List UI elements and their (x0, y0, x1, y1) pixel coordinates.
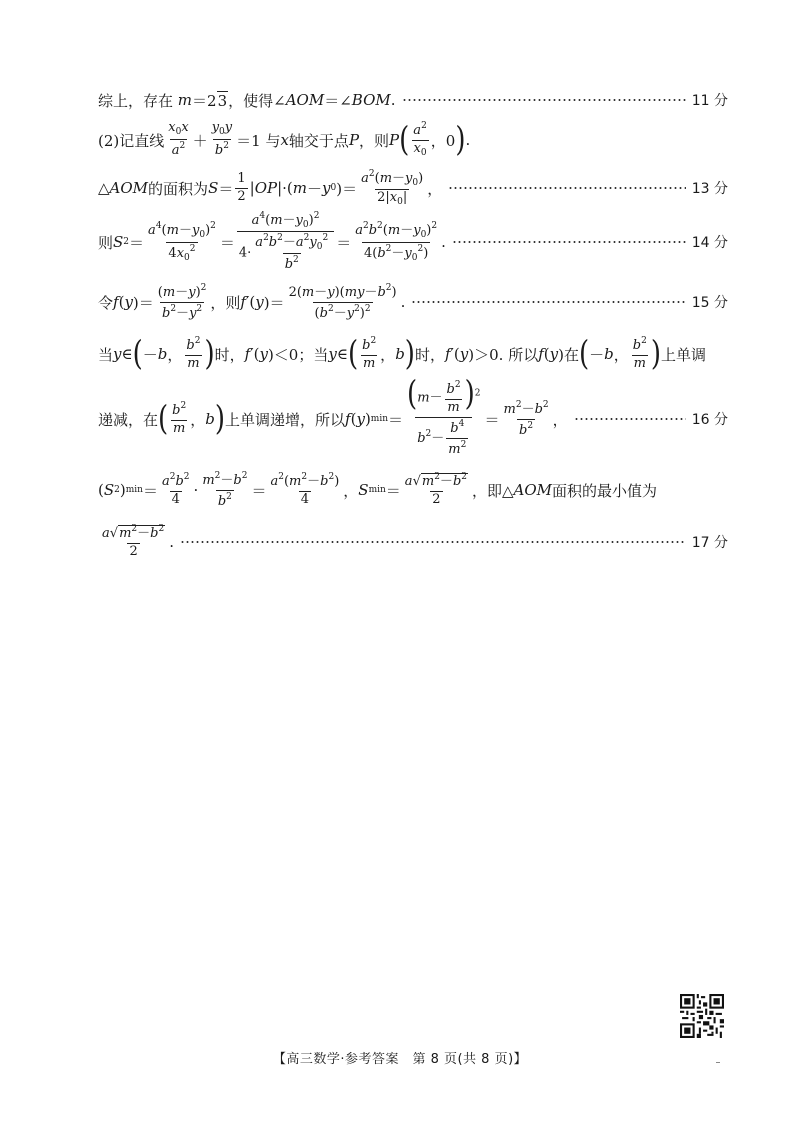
page-footer: 【高三数学·参考答案 第 8 页(共 8 页)】 (272, 1052, 528, 1067)
solution-line-3 (98, 168, 728, 208)
line-7-formula: 递减，在 ( $\frac{b^2}{m}$ ， b ) 上单调递增，所以 f ( y ) min ＝ (m－ $\frac{b^2}{m}$ )$^2$ $b^2-$ $\frac{b^4}{m^2}$ ＝ $\frac{m^2-b^2}{b^2}$ ， (98, 374, 568, 457)
scan-mark (716, 1062, 720, 1063)
solution-line-1 (98, 88, 728, 112)
line-3-formula: △ AOM 的面积为 S ＝ $\frac{1}{2}$ | OP |·( m － y 0 )＝ $\frac{a^2(m-y_0)}{2|x_0|}$ ， (98, 168, 443, 207)
solution-line-9 (98, 520, 728, 564)
solution-line-2 (98, 120, 728, 160)
line-2-formula: (2)记直线 $\frac{x_0x}{a^2}$ ＋ $\frac{y_0y}{b^2}$ ＝1 与 x 轴交于点 P ，则 P ( $\frac{a^2}{x_0}$ ，0 ) . (98, 120, 471, 160)
solution-line-6 (98, 332, 728, 376)
solution-line-8 (98, 468, 728, 512)
solution-line-7 (98, 374, 728, 457)
qr-code-icon (680, 994, 724, 1038)
score-15: 15 分 (691, 295, 728, 311)
score-17: 17 分 (691, 535, 728, 551)
leader-dots (452, 241, 686, 243)
leader-dots (574, 418, 686, 420)
line-1-formula: 综上，存在 m ＝2 3 ，使得∠ AOM ＝∠ BOM . (98, 91, 396, 110)
score-13: 13 分 (691, 181, 728, 197)
solution-line-5 (98, 282, 728, 322)
leader-dots (411, 301, 685, 303)
leader-dots (180, 541, 686, 543)
leader-dots (402, 99, 686, 101)
score-16: 16 分 (691, 412, 728, 428)
leader-dots (448, 187, 686, 189)
line-6-formula: 当 y ∈ ( － b ， $\frac{b^2}{m}$ ) 时， f ′( y )＜0；当 y ∈ ( $\frac{b^2}{m}$ ， b ) 时， f ′( y )＞0. 所以 f ( y )在 ( － b ， $\frac{b^2}{m}$ ) 上单调 (98, 334, 707, 374)
line-9-formula: $\frac{a√m^2-b^2}{2}$ . (102, 524, 174, 559)
line-8-formula: ( S 2 ) min ＝ $\frac{a^2b^2}{4}$ · $\frac{m^2-b^2}{b^2}$ ＝ $\frac{a^2(m^2-b^2)}{4}$ ， S min ＝ $\frac{a√m^2-b^2}{2}$ ，即△ AOM 面积的最小值为 (98, 470, 658, 509)
score-11: 11 分 (691, 93, 728, 109)
score-14: 14 分 (691, 235, 728, 251)
solution-line-4 (98, 210, 728, 273)
line-5-formula: 令 f ( y )＝ $\frac{(m-y)^2}{b^2-y^2}$ ，则 f ′( y )＝ $\frac{2(m-y)(my-b^2)}{(b^2-y^2)^2}$ . (98, 282, 406, 321)
line-4-formula: 则 S 2 ＝ $\frac{a^4(m-y_0)^2}{4x_0^2}$ ＝ $a^4(m-y_0)^2$ 4· $\frac{a^2b^2-a^2y_0^2}{b^2}$ ＝ $\frac{a^2b^2(m-y_0)^2}{4(b^2-y_0^2)}$ . (98, 210, 446, 273)
